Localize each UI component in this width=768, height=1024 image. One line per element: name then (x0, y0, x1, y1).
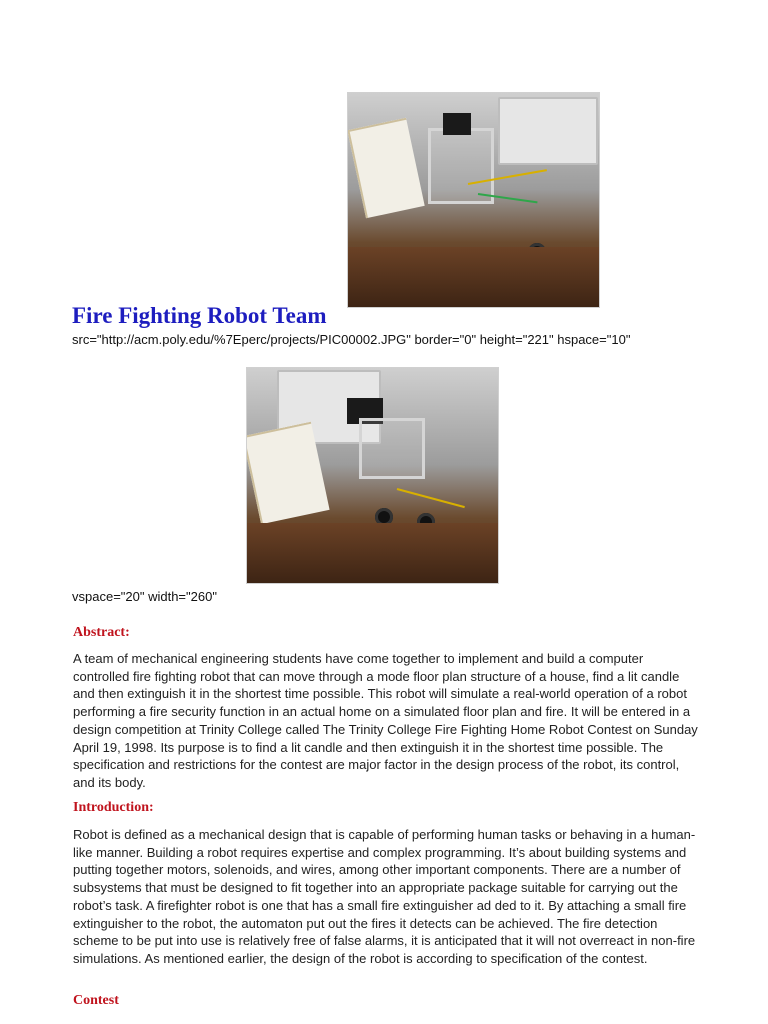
page-title: Fire Fighting Robot Team (72, 303, 327, 328)
abstract-heading: Abstract: (73, 625, 130, 640)
monitor-shape (498, 97, 598, 165)
robot-frame-shape (359, 418, 425, 479)
papers-shape (347, 118, 424, 219)
introduction-paragraph: Robot is defined as a mechanical design that is capable of performing human tasks or behaving in a human-like manner. Building a robot requires expertise and complex programming. It’s about building systems and putting together motors, solenoids, and wires, among other important components. There are a number of subsystems that must be designed to fit together into an appropriate package suitable for carrying out the robot’s task. A firefighter robot is one that has a small fire extinguisher ad ded to it. By attaching a small fire extinguisher to the robot, the automaton put out the fires it detects can be achieved. The fire detection scheme to be put into use is relatively free of false alarms, it is anticipated that it will not overreact in non-fire simulations. As mentioned earlier, the design of the robot is according to specification of the contest. (73, 827, 696, 966)
wire-shape (397, 488, 465, 508)
abstract-paragraph: A team of mechanical engineering students have come together to implement and build a computer controlled fire fighting robot that can move through a mode floor plan structure of a house, find a lit candle and then extinguish it in the shortest time possible. This robot will simulate a real-world operation of a robot performing a fire security function in an actual home on a simulated floor plan and fire. It will be entered in a design competition at Trinity College called The Trinity College Fire Fighting Home Robot Contest on Sunday April 19, 1998. Its purpose is to find a lit candle and then extinguish it in the shortest time possible. The specification and restrictions for the contest are major factor in the design process of the robot, its control, and its body. (73, 651, 698, 790)
image-attr-line: vspace="20" width="260" (72, 589, 217, 604)
contest-heading: Contest (73, 993, 119, 1008)
robot-block-shape (443, 113, 471, 135)
robot-photo-top (347, 92, 600, 308)
desk-shape (247, 523, 498, 583)
robot-photo-second (246, 367, 499, 584)
desk-shape (348, 247, 599, 307)
robot-frame-shape (428, 128, 494, 204)
introduction-heading: Introduction: (73, 800, 154, 815)
image-source-line: src="http://acm.poly.edu/%7Eperc/projects/PIC00002.JPG" border="0" height="221" hspace="10" (72, 332, 631, 347)
